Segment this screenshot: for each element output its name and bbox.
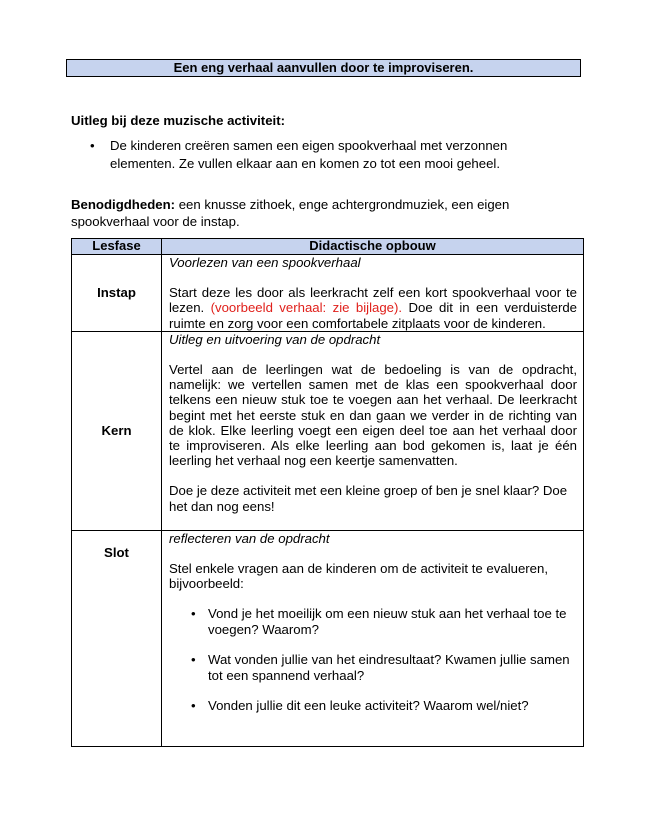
table-row-slot — [72, 530, 584, 746]
bullet-icon: • — [191, 652, 196, 668]
explanation-heading: Uitleg bij deze muzische activiteit: — [71, 113, 285, 128]
list-item: • Vond je het moeilijk om een nieuw stuk aan het verhaal toe te voegen? Waarom? — [191, 606, 567, 637]
document-title: Een eng verhaal aanvullen door te improviseren. — [66, 59, 581, 77]
example-story-note: (voorbeeld verhaal: zie bijlage). — [210, 300, 403, 316]
slot-intro: Stel enkele vragen aan de kinderen om de activiteit te evalueren, bijvoorbeeld: — [169, 561, 549, 592]
kern-subtitle: Uitleg en uitvoering van de opdracht — [169, 331, 381, 347]
bullet-icon: • — [90, 138, 95, 153]
materials-text: een knusse zithoek, enge achtergrondmuziek, een eigen spookverhaal voor de instap. — [71, 197, 510, 229]
phase-label-slot: Slot — [104, 544, 129, 560]
instap-text: Start deze les door als leerkracht zelf een kort spookverhaal voor te lezen. (voorbeeld verhaal: zie bijlage). Doe dit in een verduisterde ruimte en zorg voor een comfortabele zitplaats voor de kinderen. — [169, 285, 578, 331]
table-row-instap — [72, 255, 584, 332]
header-didactic: Didactische opbouw — [162, 239, 584, 255]
explanation-list — [90, 137, 540, 173]
kern-paragraph-2: Doe je deze activiteit met een kleine groep of ben je snel klaar? Doe het dan nog eens! — [169, 483, 568, 514]
phase-label-instap: Instap — [97, 285, 136, 301]
bullet-icon: • — [191, 606, 196, 622]
slot-subtitle: reflecteren van de opdracht — [169, 530, 330, 546]
phase-label-kern: Kern — [101, 423, 132, 439]
table-row-kern — [72, 331, 584, 530]
reflection-questions — [169, 606, 577, 714]
table-header-row — [72, 239, 584, 255]
instap-subtitle: Voorlezen van een spookverhaal — [169, 255, 361, 270]
phase-cell-instap — [72, 255, 162, 332]
materials-paragraph — [71, 196, 526, 230]
materials-label: Benodigdheden: — [71, 197, 176, 212]
header-phase: Lesfase — [72, 239, 162, 255]
explanation-item: De kinderen creëren samen een eigen spookverhaal met verzonnen elementen. Ze vullen elkaar aan en komen zo tot een mooi geheel. — [110, 138, 508, 171]
bullet-icon: • — [191, 698, 196, 714]
content-cell-instap — [162, 255, 584, 332]
phase-cell-kern — [72, 331, 162, 530]
lesson-table — [71, 238, 584, 747]
phase-cell-slot — [72, 530, 162, 746]
content-cell-slot — [162, 530, 584, 746]
list-item: • Wat vonden jullie van het eindresultaat? Kwamen jullie samen tot een spannend verhaal? — [191, 652, 570, 683]
list-item: • Vonden jullie dit een leuke activiteit? Waarom wel/niet? — [191, 698, 529, 714]
content-cell-kern — [162, 331, 584, 530]
kern-paragraph-1: Vertel aan de leerlingen wat de bedoeling is van de opdracht, namelijk: we vertellen samen met de klas een spookverhaal door telkens een nieuw stuk toe te voegen aan het verhaal. De leerkracht begint met het eerste stuk en dan gaan we verder in de richting van de klok. Elke leerling voegt een eigen deel toe aan het verhaal door te improviseren. Als elke leerling aan bod gekomen is, laat je één leerling het verhaal nog een keertje samenvatten. — [169, 362, 577, 469]
